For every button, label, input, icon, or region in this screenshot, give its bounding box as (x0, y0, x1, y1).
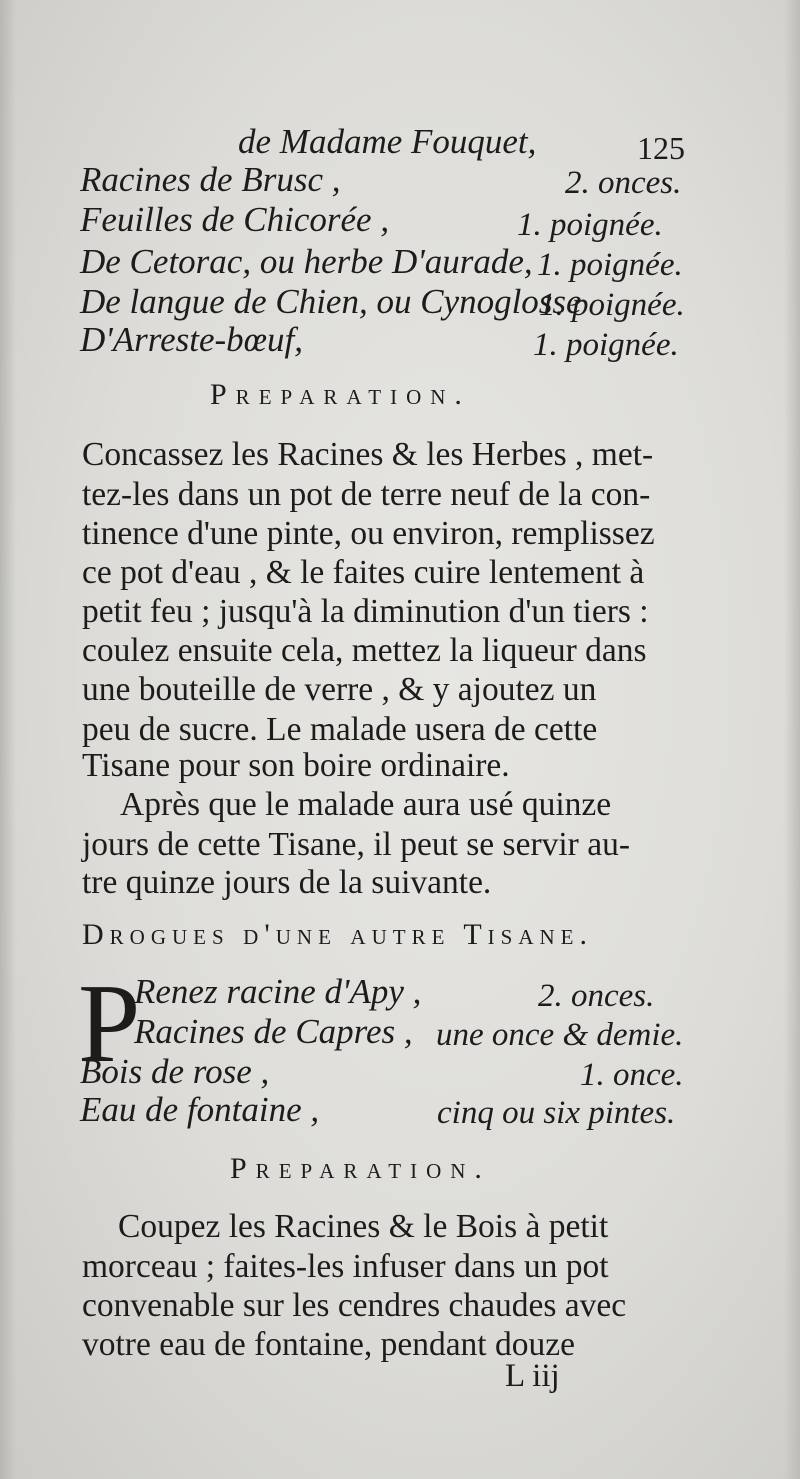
ingredient-quantity: une once & demie. (436, 1017, 684, 1053)
ingredient-name: De Cetorac, ou herbe D'aurade, (80, 242, 533, 281)
running-title: de Madame Fouquet, (238, 122, 537, 161)
drop-cap: P (78, 962, 141, 1086)
ingredient-name: Racines de Capres , (134, 1012, 413, 1051)
ingredient-name: Eau de fontaine , (80, 1090, 320, 1129)
body-line: peu de sucre. Le malade usera de cette (82, 711, 598, 748)
ingredient-name: Bois de rose , (80, 1052, 270, 1091)
body-line: Concassez les Racines & les Herbes , met- (82, 436, 654, 473)
body-line: Après que le malade aura usé quinze (120, 786, 612, 823)
page-number: 125 (637, 130, 685, 166)
body-line: coulez ensuite cela, mettez la liqueur dans (82, 632, 647, 669)
signature-mark: L iij (505, 1358, 560, 1394)
body-line: jours de cette Tisane, il peut se servir au- (82, 826, 630, 863)
ingredient-quantity: 2. onces. (538, 978, 655, 1014)
body-line: une bouteille de verre , & y ajoutez un (82, 671, 597, 708)
ingredient-name: Renez racine d'Apy , (134, 972, 422, 1011)
ingredient-name: D'Arreste-bœuf, (80, 320, 303, 359)
ingredient-quantity: 1. poignée. (533, 327, 679, 363)
body-line: Tisane pour son boire ordinaire. (82, 747, 510, 784)
body-line: Coupez les Racines & le Bois à petit (118, 1208, 609, 1245)
ingredient-quantity: 2. onces. (565, 165, 682, 201)
ingredient-quantity: 1. poignée. (537, 247, 683, 283)
section-heading: Preparation. (210, 378, 471, 411)
recipe-title: Drogues d'une autre Tisane. (82, 918, 594, 951)
ingredient-quantity: 1. poignée. (539, 287, 685, 323)
page-right-shadow (784, 0, 800, 1479)
page-left-shadow (0, 0, 16, 1479)
body-line: votre eau de fontaine, pendant douze (82, 1326, 575, 1363)
body-line: tez-les dans un pot de terre neuf de la con- (82, 476, 651, 513)
body-line: petit feu ; jusqu'à la diminution d'un tiers : (82, 593, 649, 630)
ingredient-name: Racines de Brusc , (80, 160, 341, 199)
body-line: tinence d'une pinte, ou environ, remplissez (82, 515, 655, 552)
body-line: tre quinze jours de la suivante. (82, 864, 492, 901)
ingredient-quantity: cinq ou six pintes. (437, 1095, 676, 1131)
ingredient-name: De langue de Chien, ou Cynoglosse (80, 282, 582, 321)
ingredient-quantity: 1. poignée. (517, 207, 663, 243)
ingredient-name: Feuilles de Chicorée , (80, 200, 390, 239)
body-line: ce pot d'eau , & le faites cuire lentement à (82, 554, 645, 591)
section-heading: Preparation. (230, 1152, 491, 1185)
body-line: morceau ; faites-les infuser dans un pot (82, 1248, 609, 1285)
ingredient-quantity: 1. once. (580, 1057, 684, 1093)
body-line: convenable sur les cendres chaudes avec (82, 1287, 627, 1324)
